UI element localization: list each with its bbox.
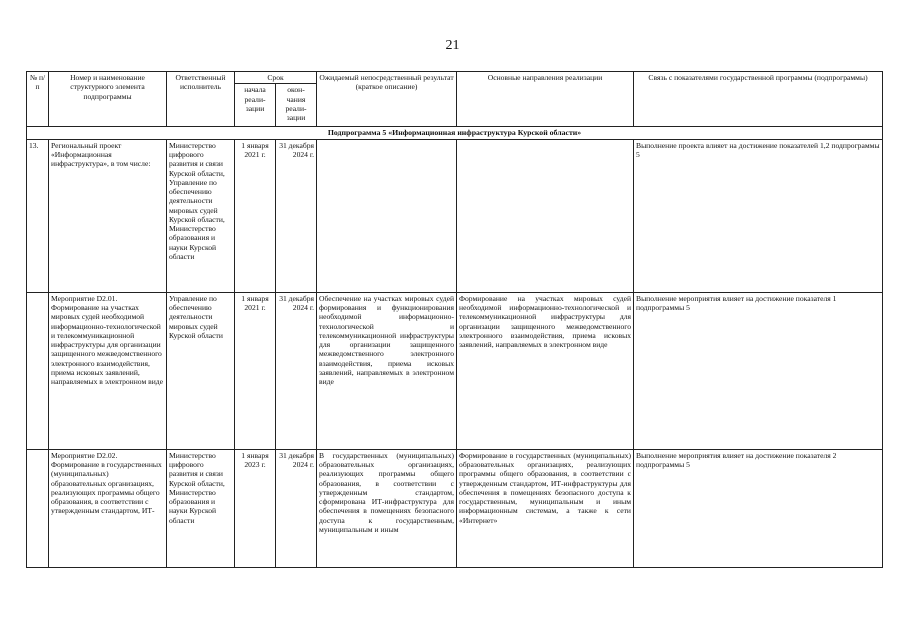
- row-directions: [457, 139, 634, 292]
- header-end: окон-чания реали-зации: [276, 84, 317, 127]
- subprogram-title: Подпрограмма 5 «Информационная инфраструктура Курской области»: [27, 127, 883, 140]
- row-directions: Формирование на участках мировых судей необходимой информационно-технологической и телекоммуникационной инфраструктуры для организации защищенного межведомственного электронного взаимодействия, приема исковых заявлений, направляемых в электронном виде: [457, 292, 634, 449]
- row-responsible: Министерство цифрового развития и связи Курской области, Министерство образования и науки Курской области: [167, 449, 235, 567]
- row-result: В государственных (муниципальных) образовательных организациях, реализующих программы общего образования, в соответствии с утвержденным стандартом, сформирована ИТ-инфраструктура для обеспечения в помещениях безопасного доступа к государственным, муниципальным и иным: [317, 449, 457, 567]
- row-name: Мероприятие D2.01. Формирование на участках мировых судей необходимой информационно-технологической и телекоммуникационной инфраструктуры для организации защищенного межведомственного электронного взаимодействия, приема исковых заявлений, направляемых в электронном виде: [49, 292, 167, 449]
- row-start: 1 января 2021 г.: [235, 139, 276, 292]
- table-row: [27, 449, 883, 567]
- table-row: [27, 292, 883, 449]
- row-end: 31 декабря 2024 г.: [276, 139, 317, 292]
- row-responsible: Министерство цифрового развития и связи Курской области, Управление по обеспечению деятельности мировых судей Курской области, Министерство образования и науки Курской области: [167, 139, 235, 292]
- header-term: Срок: [235, 72, 317, 84]
- row-result: Обеспечение на участках мировых судей формирования и функционирования необходимой информационно-технологической и телекоммуникационной инфраструктуры для организации защищенного межведомственного электронного взаимодействия, приема исковых заявлений, направляемых в электронном виде: [317, 292, 457, 449]
- row-link: Выполнение мероприятия влияет на достижение показателя 1 подпрограммы 5: [634, 292, 883, 449]
- table-row: [27, 139, 883, 292]
- row-start: 1 января 2021 г.: [235, 292, 276, 449]
- row-responsible: Управление по обеспечению деятельности мировых судей Курской области: [167, 292, 235, 449]
- row-name: Мероприятие D2.02. Формирование в государственных (муниципальных) образовательных организациях, реализующих программы общего образования, в соответствии с утвержденным стандартом, ИТ-: [49, 449, 167, 567]
- row-end: 31 декабря 2024 г.: [276, 292, 317, 449]
- subprogram-row: [27, 127, 883, 140]
- header-result: Ожидаемый непосредственный результат (краткое описание): [317, 72, 457, 127]
- row-directions: Формирование в государственных (муниципальных) образовательных организациях, реализующих программы общего образования, в соответствии с утвержденным стандартом, ИТ-инфраструктуры для обеспечения в помещениях безопасного доступа к государственным, муниципальным и иным информационным системам, а также к сети «Интернет»: [457, 449, 634, 567]
- header-link: Связь с показателями государственной программы (подпрограммы): [634, 72, 883, 127]
- row-link: Выполнение проекта влияет на достижение показателей 1,2 подпрограммы 5: [634, 139, 883, 292]
- header-responsible: Ответственный исполнитель: [167, 72, 235, 127]
- row-result: [317, 139, 457, 292]
- header-start: начала реали-зации: [235, 84, 276, 127]
- row-end: 31 декабря 2024 г.: [276, 449, 317, 567]
- row-start: 1 января 2023 г.: [235, 449, 276, 567]
- page-number: 21: [445, 38, 460, 53]
- row-num: 13.: [27, 139, 49, 292]
- program-table: [26, 71, 883, 568]
- header-num: № п/п: [27, 72, 49, 127]
- row-num: [27, 292, 49, 449]
- header-name: Номер и наименование структурного элемента подпрограммы: [49, 72, 167, 127]
- header-directions: Основные направления реализации: [457, 72, 634, 127]
- row-link: Выполнение мероприятия влияет на достижение показателя 2 подпрограммы 5: [634, 449, 883, 567]
- header-row: [27, 72, 883, 84]
- row-name: Региональный проект «Информационная инфраструктура», в том числе:: [49, 139, 167, 292]
- row-num: [27, 449, 49, 567]
